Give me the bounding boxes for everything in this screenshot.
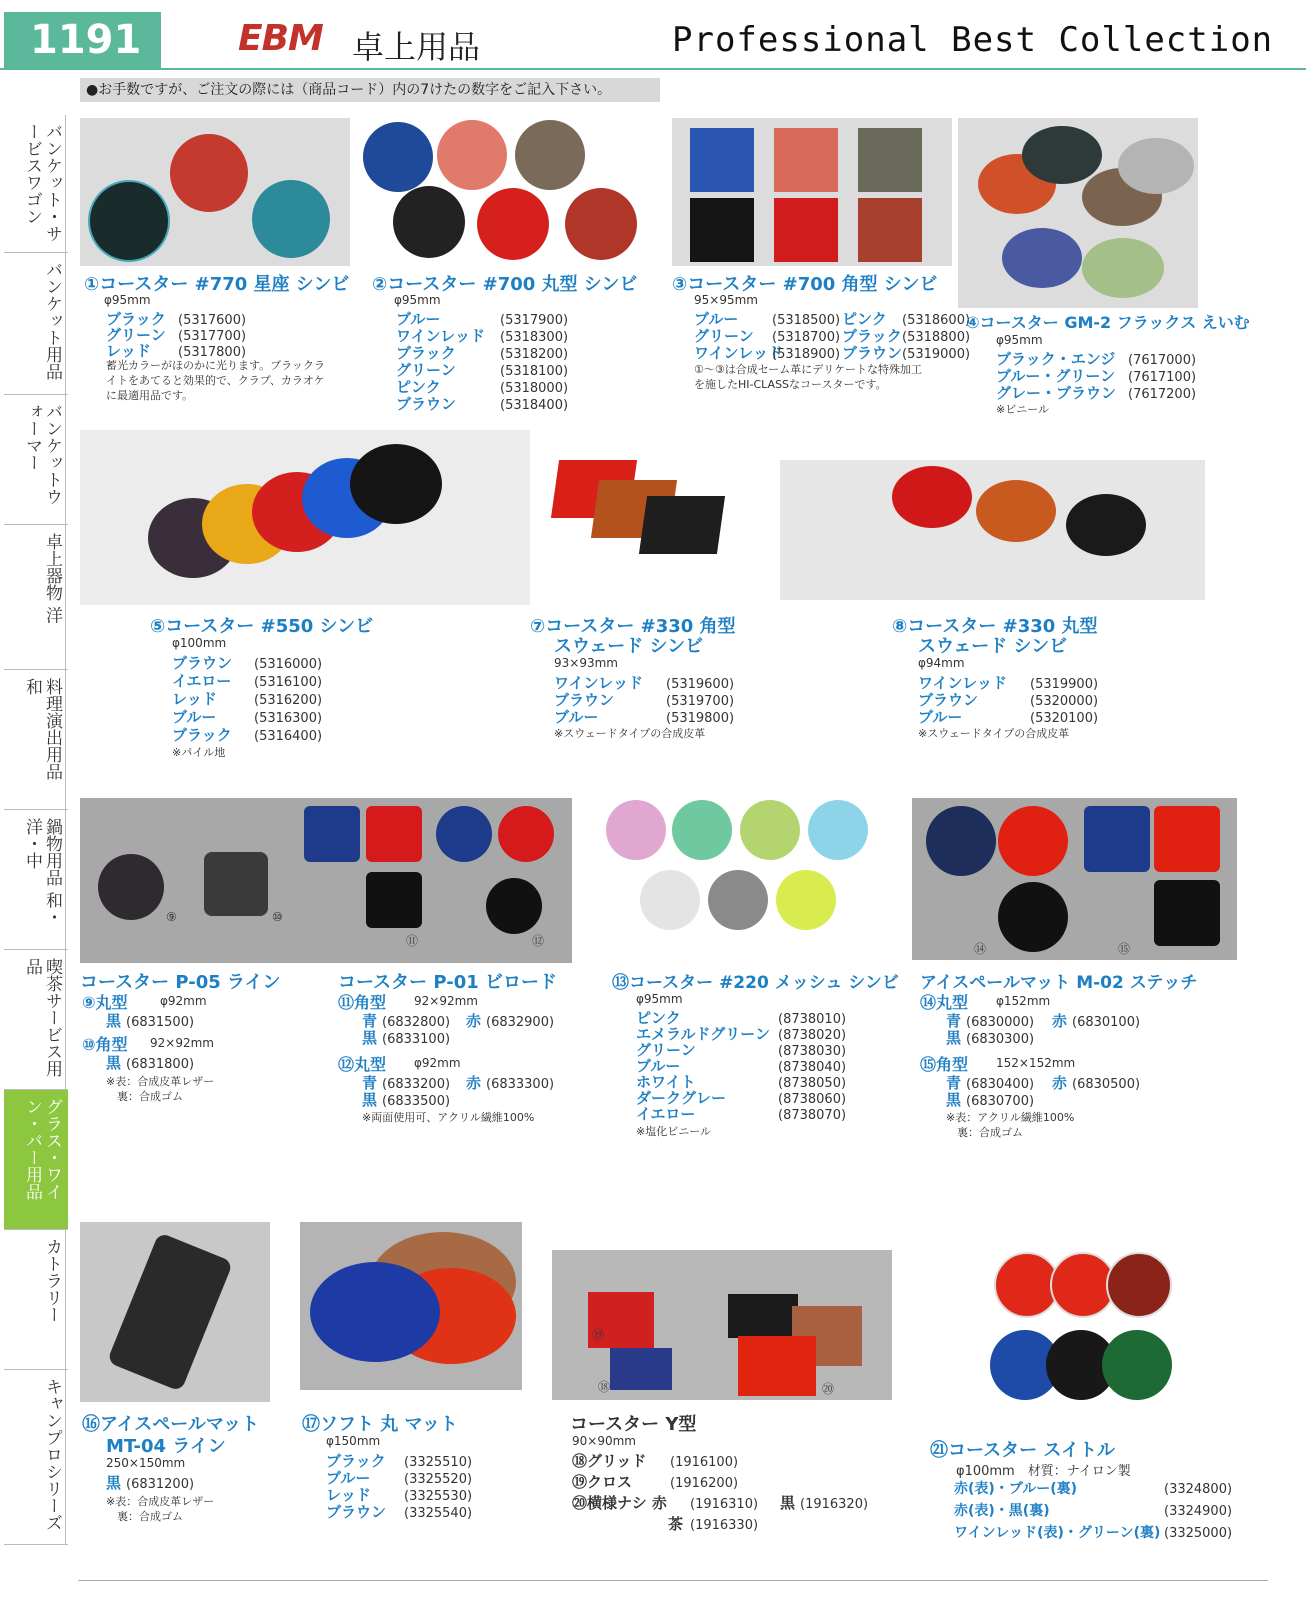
- variant-title: ⑮角型: [920, 1055, 969, 1074]
- coaster-disc: [477, 188, 549, 260]
- product-row: グレー・ブラウン (7617200): [996, 384, 1197, 402]
- product-row: ブルー (5316300): [172, 708, 323, 726]
- photo-label: ⑩: [272, 910, 283, 924]
- product-photo: [555, 440, 755, 590]
- product-row: ホワイト (8738050): [636, 1073, 847, 1091]
- product-row: ブラック・エンジ (7617000): [996, 350, 1197, 368]
- product-spec: φ95mm: [636, 992, 683, 1006]
- coaster-disc: [1082, 238, 1164, 298]
- photo-label: ⑭: [974, 942, 987, 956]
- product-row: ワインレッド (5319900): [918, 674, 1099, 692]
- product-row: ブラウン (5320000): [918, 691, 1099, 709]
- sidebar-tab[interactable]: バンケット・サービスワゴン: [4, 115, 68, 253]
- product-row: 茶 (1916330): [668, 1515, 759, 1533]
- photo-label: ⑫: [532, 934, 545, 948]
- product-row: ブルー (5319800): [554, 708, 735, 726]
- product-row: ブルー (5318500) ピンク (5318600): [694, 310, 971, 328]
- sidebar-tab[interactable]: 料理演出用品 和: [4, 670, 68, 810]
- coaster-disc: [486, 878, 542, 934]
- coaster-square: [366, 806, 422, 862]
- coaster-disc: [672, 800, 732, 860]
- product-row: ブラウン (5319700): [554, 691, 735, 709]
- sidebar-tab[interactable]: 鍋物用品 和・洋・中: [4, 810, 68, 950]
- coaster-disc: [1066, 494, 1146, 556]
- product-row: ブラウン (5316000): [172, 654, 323, 672]
- product-photo: [552, 1250, 892, 1400]
- product-note: ※両面使用可、アクリル繊維100%: [362, 1111, 535, 1124]
- product-row: レッド (3325530): [326, 1486, 473, 1504]
- product-note: ※スウェードタイプの合成皮革: [554, 727, 706, 740]
- coaster-square: [610, 1348, 672, 1390]
- product-row: 赤(表)・ブルー(裏) (3324800): [954, 1481, 1233, 1497]
- product-spec: 93×93mm: [554, 656, 618, 670]
- product-spec: φ95mm: [394, 293, 441, 307]
- coaster-square: [728, 1294, 798, 1338]
- product-title: コースター P-05 ライン: [80, 972, 281, 993]
- coaster-disc: [808, 800, 868, 860]
- product-photo: [990, 1250, 1190, 1410]
- coaster-disc: [168, 132, 250, 214]
- coaster-disc: [708, 870, 768, 930]
- product-photo: [600, 798, 880, 938]
- product-row: 赤(表)・黒(裏) (3324900): [954, 1503, 1233, 1519]
- coaster-disc: [498, 806, 554, 862]
- coaster-disc: [437, 120, 507, 190]
- series-title: Professional Best Collection: [672, 20, 1274, 60]
- product-row: ピンク (5318000): [396, 378, 569, 396]
- product-spec: φ94mm: [918, 656, 965, 670]
- product-spec: 152×152mm: [996, 1056, 1076, 1070]
- photo-label: ⑮: [1118, 942, 1131, 956]
- product-title: ④コースター GM-2 フラックス えいむ: [966, 313, 1250, 332]
- variant-title: ⑨丸型: [82, 993, 128, 1012]
- mat-rect: [107, 1232, 234, 1392]
- sidebar-tab[interactable]: 卓上器物 洋: [4, 525, 68, 670]
- coaster-disc: [976, 480, 1056, 542]
- product-row: ブラック (5318200): [396, 344, 569, 362]
- coaster-disc: [363, 122, 433, 192]
- coaster-square: [1154, 806, 1220, 872]
- coaster-disc: [565, 188, 637, 260]
- sidebar-tab[interactable]: キャンプロシリーズ: [4, 1370, 68, 1545]
- product-row: ブラウン (3325540): [326, 1503, 473, 1521]
- header-divider: [0, 68, 1306, 70]
- product-spec: φ95mm: [104, 293, 151, 307]
- product-title: ②コースター #700 丸型 シンビ: [372, 274, 638, 295]
- category-title: 卓上用品: [352, 28, 481, 66]
- product-row: 青 (6833200) 赤 (6833300): [362, 1074, 555, 1092]
- coaster-disc: [998, 806, 1068, 876]
- photo-label: ⑪: [406, 934, 419, 948]
- product-note: ※スウェードタイプの合成皮革: [918, 727, 1070, 740]
- product-row: 黒 (6833100): [362, 1029, 451, 1047]
- product-row: 黒 (6831500): [106, 1012, 195, 1030]
- product-spec: φ150mm: [326, 1434, 381, 1448]
- sidebar-tab[interactable]: カトラリー: [4, 1230, 68, 1370]
- coaster-square: [366, 872, 422, 928]
- coaster-square: [774, 128, 838, 192]
- product-row: ブルー (8738040): [636, 1057, 847, 1075]
- product-photo: [780, 460, 1205, 600]
- product-row: 黒 (6830700): [946, 1091, 1035, 1109]
- product-title: ㉑コースター スイトル: [930, 1440, 1116, 1461]
- product-row: レッド (5316200): [172, 690, 323, 708]
- product-note: ※表：アクリル繊維100% 裏：合成ゴム: [946, 1111, 1075, 1139]
- coaster-disc: [1118, 138, 1194, 194]
- product-row: ワインレッド (5318300): [396, 327, 569, 345]
- mat-disc: [310, 1262, 440, 1362]
- product-row: ワインレッド(5318900) ブラウン(5319000): [694, 344, 971, 362]
- coaster-disc: [640, 870, 700, 930]
- order-notice: ●お手数ですが、ご注文の際には（商品コード）内の7けたの数字をご記入下さい。: [80, 78, 660, 102]
- coaster-square: [639, 496, 725, 554]
- product-photo: [355, 118, 655, 266]
- variant-title: ⑪角型: [338, 993, 387, 1012]
- product-photo: [912, 798, 1237, 960]
- product-spec: φ92mm: [160, 994, 207, 1008]
- page-number: 1191: [4, 12, 161, 68]
- brand-logo: EBM: [238, 18, 323, 59]
- product-row: ダークグレー (8738060): [636, 1089, 847, 1107]
- product-row: グリーン (5318700) ブラック(5318800): [694, 327, 971, 345]
- product-title: ⑰ソフト 丸 マット: [302, 1414, 458, 1435]
- coaster-disc: [393, 186, 465, 258]
- product-title: ⑤コースター #550 シンビ: [150, 616, 374, 637]
- product-spec: φ95mm: [996, 333, 1043, 347]
- coaster-square: [304, 806, 360, 862]
- coaster-square: [858, 198, 922, 262]
- product-row: ブラウン (5318400): [396, 395, 569, 413]
- product-row: イエロー (5316100): [172, 672, 323, 690]
- coaster-disc: [515, 120, 585, 190]
- product-spec: 95×95mm: [694, 293, 758, 307]
- coaster-square: [774, 198, 838, 262]
- coaster-disc: [436, 806, 492, 862]
- product-title: ⑦コースター #330 角型: [530, 616, 736, 637]
- product-title: コースター P-01 ビロード: [338, 972, 558, 993]
- coaster-disc: [926, 806, 996, 876]
- product-title-line2: MT-04 ライン: [106, 1436, 226, 1457]
- product-spec: φ100mm: [172, 636, 227, 650]
- product-row: レッド (5317800): [106, 342, 247, 360]
- product-spec: φ152mm: [996, 994, 1051, 1008]
- coaster-square: [1084, 806, 1150, 872]
- coaster-square: [858, 128, 922, 192]
- product-row: ブラック (5317600): [106, 310, 247, 328]
- product-photo: [300, 1222, 522, 1390]
- product-row: ブラック (3325510): [326, 1452, 473, 1470]
- photo-label: ⑨: [166, 910, 177, 924]
- product-note: ※表：合成皮革レザー 裏：合成ゴム: [106, 1495, 215, 1523]
- product-photo: [80, 798, 572, 963]
- product-title: ⑯アイスペールマット: [82, 1414, 260, 1435]
- coaster-square: [204, 852, 268, 916]
- product-photo: [80, 1222, 270, 1402]
- product-row: イエロー (8738070): [636, 1105, 847, 1123]
- product-note: ※ビニール: [996, 403, 1049, 416]
- product-row: グリーン (5318100): [396, 361, 569, 379]
- product-spec: φ100mm 材質：ナイロン製: [956, 1464, 1131, 1479]
- product-photo: [672, 118, 952, 266]
- product-photo: [958, 118, 1198, 308]
- variant-title: ⑭丸型: [920, 993, 969, 1012]
- coaster-disc: [776, 870, 836, 930]
- product-photo: [80, 118, 350, 266]
- coaster-square: [738, 1336, 816, 1396]
- photo-label: ⑲: [592, 1328, 605, 1342]
- product-title: コースター Y型: [570, 1414, 697, 1435]
- product-row: グリーン (5317700): [106, 326, 247, 344]
- product-row: 青 (6830000) 赤 (6830100): [946, 1012, 1141, 1030]
- coaster-square: [690, 128, 754, 192]
- photo-label: ⑱: [598, 1380, 611, 1394]
- product-row: 黒 (6831800): [106, 1054, 195, 1072]
- coaster-disc: [606, 800, 666, 860]
- product-spec: 92×92mm: [150, 1036, 214, 1050]
- coaster-square: [690, 198, 754, 262]
- product-row: エメラルドグリーン (8738020): [636, 1025, 847, 1043]
- footer-divider: [78, 1580, 1268, 1581]
- product-title: ①コースター #770 星座 シンビ: [84, 274, 350, 295]
- coaster-disc: [98, 854, 164, 920]
- variant-title: ⑫丸型: [338, 1055, 387, 1074]
- product-row: 黒 (6831200): [106, 1474, 195, 1492]
- product-row: グリーン (8738030): [636, 1041, 847, 1059]
- coaster-disc: [350, 444, 442, 524]
- sidebar-tab-active[interactable]: グラス・ワイン・バー用品: [4, 1090, 68, 1230]
- product-photo: [80, 430, 530, 605]
- coaster-disc: [740, 800, 800, 860]
- product-row: 黒 (6833500): [362, 1091, 451, 1109]
- product-row: ブルー (5320100): [918, 708, 1099, 726]
- product-note: 蓄光カラーがほのかに光ります。ブラックラ イトをあてると効果的で、クラブ、カラオケ に最適用品です。: [106, 359, 325, 402]
- coaster-square: [1154, 880, 1220, 946]
- sidebar: [4, 115, 66, 1545]
- product-row: ⑲クロス (1916200): [572, 1473, 739, 1491]
- product-row: ブルー・グリーン (7617100): [996, 367, 1197, 385]
- product-title-line2: スウェード シンビ: [918, 636, 1068, 657]
- product-spec: 90×90mm: [572, 1434, 636, 1448]
- product-row: ブラック (5316400): [172, 726, 323, 744]
- product-title-line2: スウェード シンビ: [554, 636, 704, 657]
- coaster-disc: [1022, 126, 1102, 184]
- product-title: アイスペールマット M-02 ステッチ: [920, 973, 1198, 993]
- product-title: ③コースター #700 角型 シンビ: [672, 274, 938, 295]
- product-note: ①〜③は合成セーム革にデリケートな特殊加工 を施したHI-CLASSなコースターです。: [694, 363, 923, 391]
- product-row: 黒 (6830300): [946, 1029, 1035, 1047]
- product-note: ※パイル地: [172, 746, 226, 759]
- product-spec: φ92mm: [414, 1056, 461, 1070]
- product-row: ブルー (3325520): [326, 1469, 473, 1487]
- product-note: ※塩化ビニール: [636, 1125, 711, 1138]
- product-row: 青 (6832800) 赤 (6832900): [362, 1012, 555, 1030]
- photo-label: ⑳: [822, 1382, 835, 1396]
- coaster-disc: [88, 180, 170, 262]
- sidebar-tab[interactable]: 喫茶サービス用品: [4, 950, 68, 1090]
- product-note: ※表：合成皮革レザー 裏：合成ゴム: [106, 1075, 215, 1103]
- sidebar-tab[interactable]: バンケット用品: [4, 253, 68, 395]
- variant-title: ⑩角型: [82, 1035, 128, 1054]
- product-spec: 92×92mm: [414, 994, 478, 1008]
- sidebar-tab[interactable]: バンケットウォーマー: [4, 395, 68, 525]
- coaster-disc: [998, 882, 1068, 952]
- product-title: ⑧コースター #330 丸型: [892, 616, 1098, 637]
- product-row: 青 (6830400) 赤 (6830500): [946, 1074, 1141, 1092]
- product-row: ⑳横様ナシ 赤 (1916310) 黒 (1916320): [572, 1494, 869, 1512]
- product-spec: 250×150mm: [106, 1456, 186, 1470]
- product-row: ワインレッド (5319600): [554, 674, 735, 692]
- product-row: ブルー (5317900): [396, 310, 569, 328]
- product-row: ピンク (8738010): [636, 1009, 847, 1027]
- coaster-disc: [892, 466, 972, 528]
- product-row: ワインレッド(表)・グリーン(裏) (3325000): [954, 1525, 1233, 1541]
- product-row: ⑱グリッド (1916100): [572, 1452, 739, 1470]
- coaster-disc: [1106, 1252, 1172, 1318]
- product-title: ⑬コースター #220 メッシュ シンビ: [612, 973, 899, 993]
- coaster-disc: [250, 178, 332, 260]
- coaster-disc: [1002, 228, 1082, 288]
- coaster-disc: [1102, 1330, 1172, 1400]
